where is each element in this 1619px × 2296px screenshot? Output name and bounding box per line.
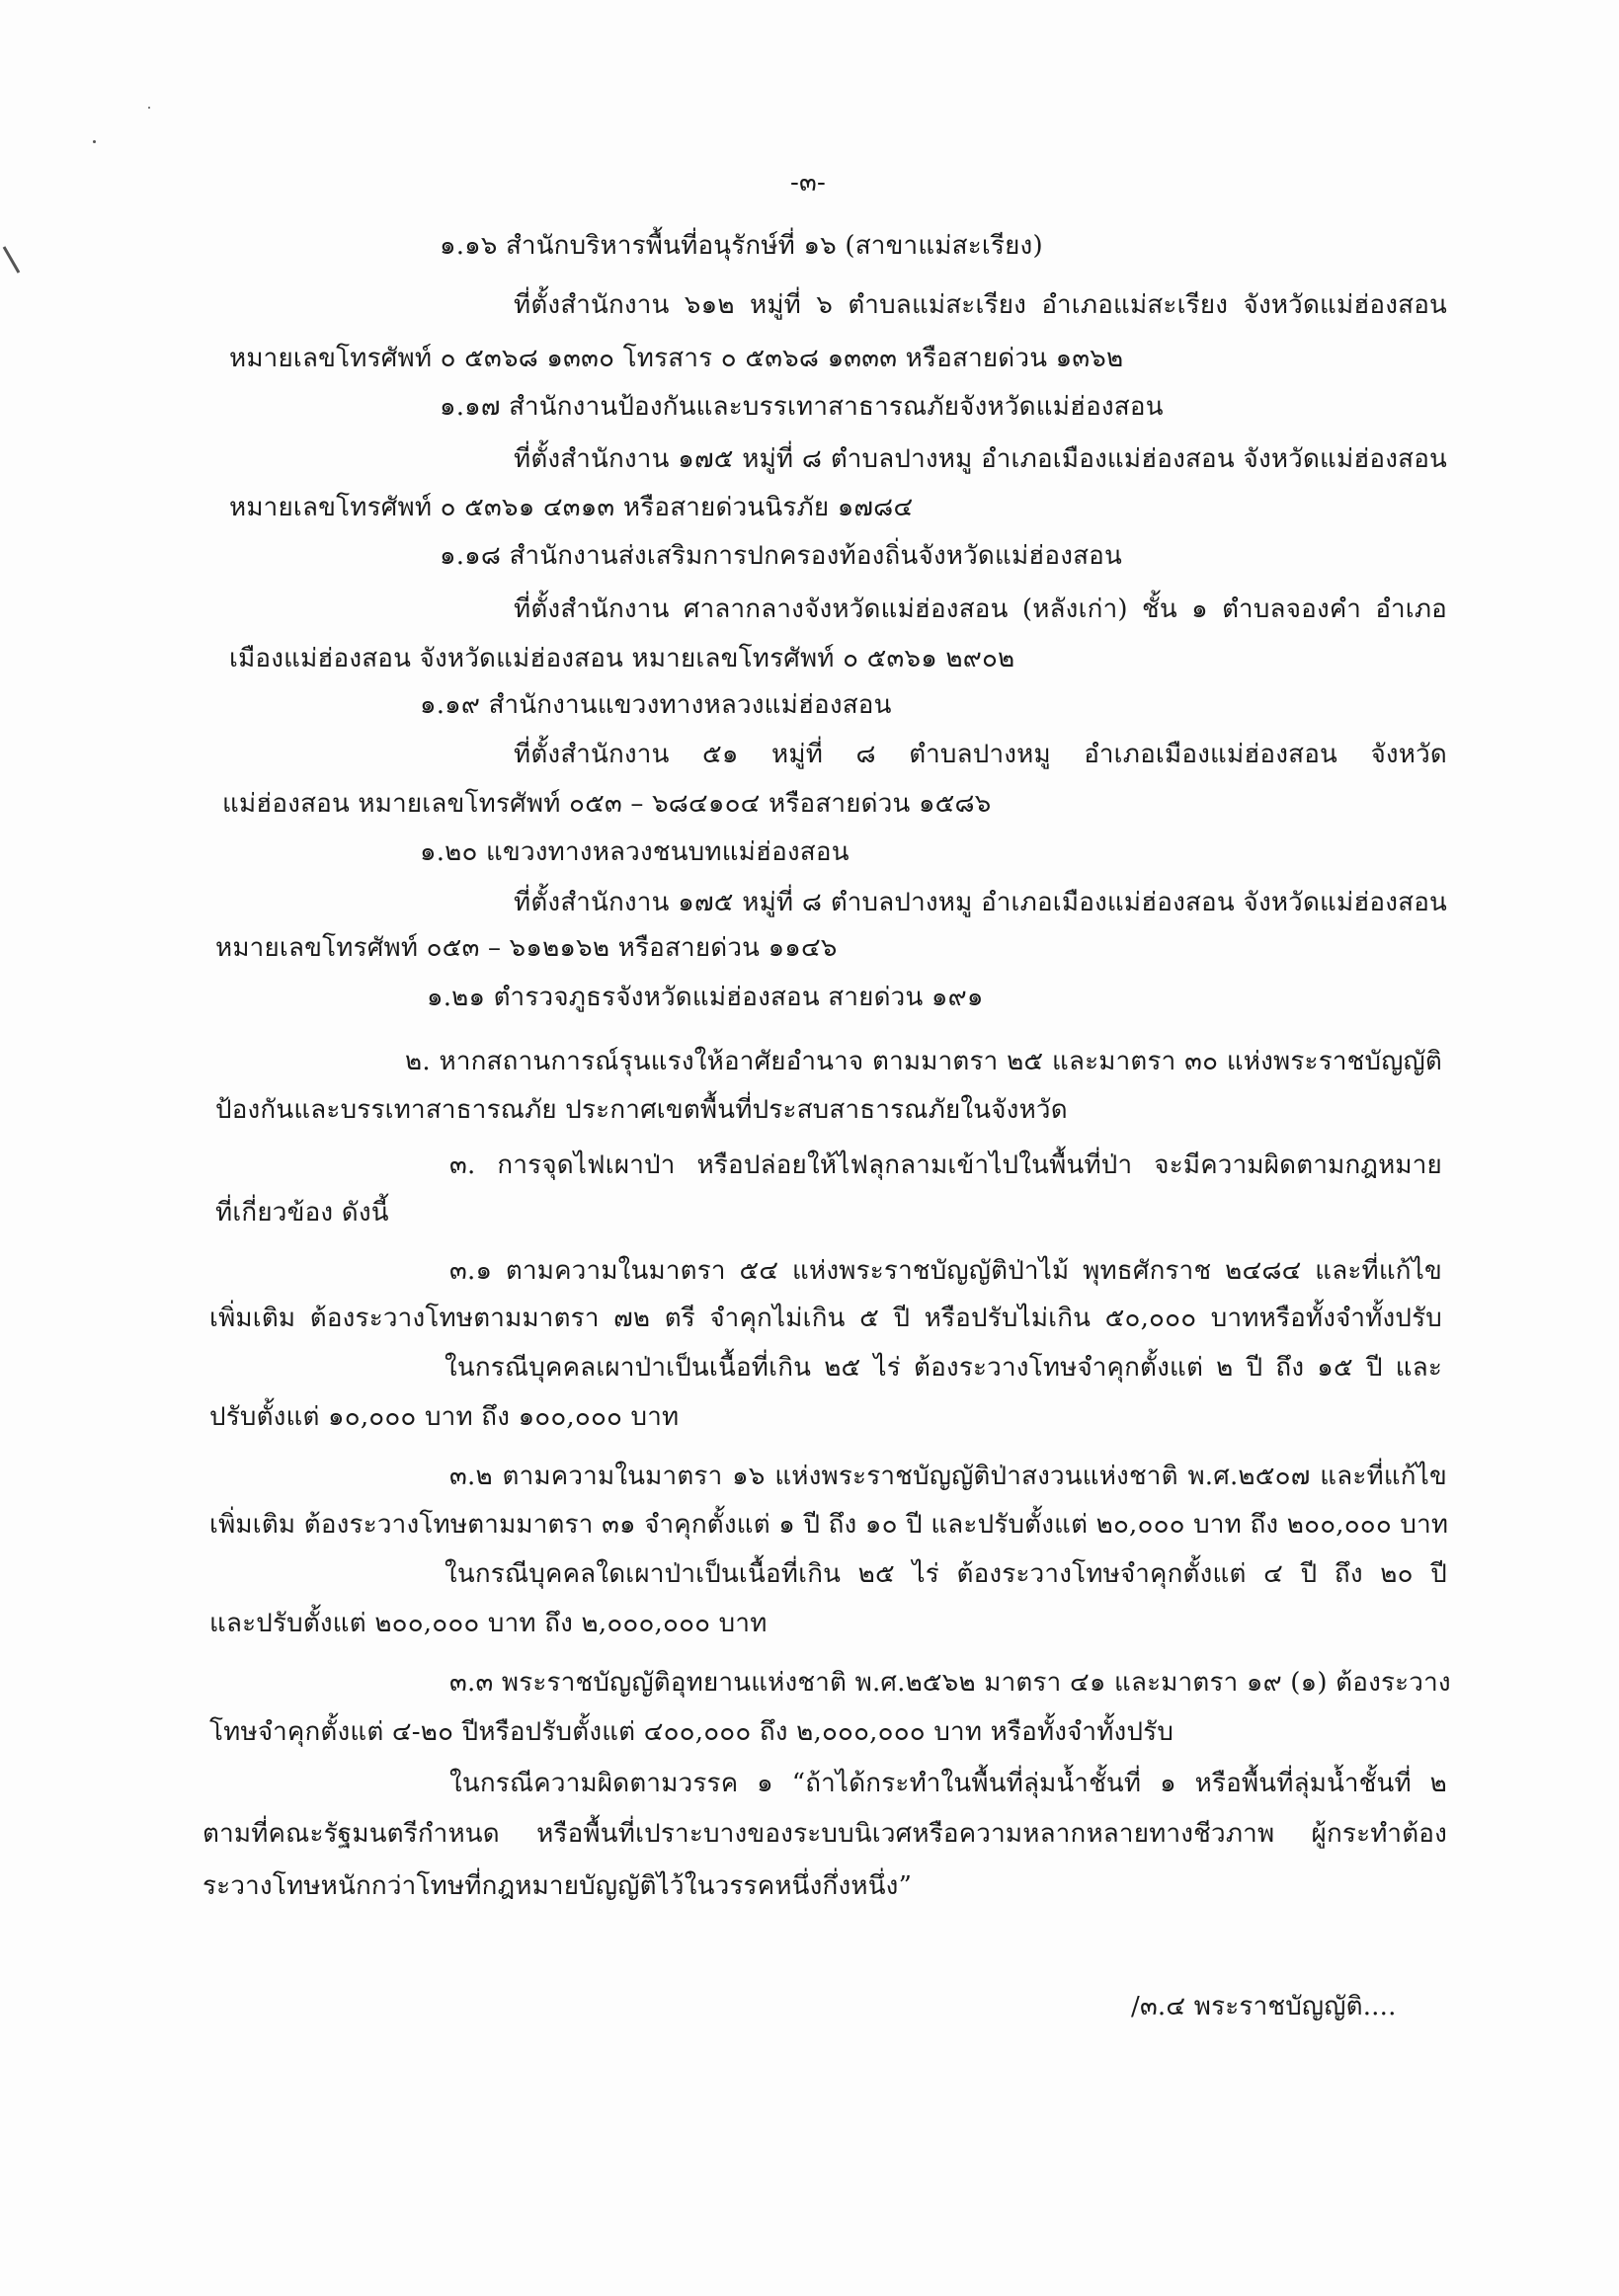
paragraph-line: โทษจำคุกตั้งแต่ ๔-๒๐ ปีหรือปรับตั้งแต่ ๔๐๐,๐๐๐ ถึง ๒,๐๐๐,๐๐๐ บาท หรือทั้งจำทั้งปรับ <box>209 1717 1174 1747</box>
paragraph-line: ระวางโทษหนักกว่าโทษที่กฎหมายบัญญัติไว้ในวรรคหนึ่งกึ่งหนึ่ง” <box>202 1871 913 1901</box>
paragraph-line: ที่ตั้งสำนักงาน ๑๗๕ หมู่ที่ ๘ ตำบลปางหมู อำเภอเมืองแม่ฮ่องสอน จังหวัดแม่ฮ่องสอน <box>514 888 1447 917</box>
paragraph-line: ที่ตั้งสำนักงาน ศาลากลางจังหวัดแม่ฮ่องสอน (หลังเก่า) ชั้น ๑ ตำบลจองคำ อำเภอ <box>514 594 1447 624</box>
page-number: -๓- <box>790 168 826 198</box>
paragraph-line: ในกรณีบุคคลใดเผาป่าเป็นเนื้อที่เกิน ๒๕ ไร่ ต้องระวางโทษจำคุกตั้งแต่ ๔ ปี ถึง ๒๐ ปี <box>445 1559 1447 1589</box>
paragraph-line: ๒. หากสถานการณ์รุนแรงให้อาศัยอำนาจ ตามมาตรา ๒๕ และมาตรา ๓๐ แห่งพระราชบัญญัติ <box>405 1047 1442 1076</box>
paragraph-line: ที่ตั้งสำนักงาน ๕๑ หมู่ที่ ๘ ตำบลปางหมู อำเภอเมืองแม่ฮ่องสอน จังหวัด <box>514 740 1447 769</box>
continuation-footer: /๓.๔ พระราชบัญญัติ.... <box>1131 1992 1397 2021</box>
paragraph-line: ปรับตั้งแต่ ๑๐,๐๐๐ บาท ถึง ๑๐๐,๐๐๐ บาท <box>209 1402 680 1432</box>
paragraph-line: หมายเลขโทรศัพท์ ๐๕๓ – ๖๑๒๑๖๒ หรือสายด่วน ๑๑๔๖ <box>215 933 838 963</box>
paragraph-line: ที่เกี่ยวข้อง ดังนี้ <box>215 1198 389 1227</box>
paragraph-line: หมายเลขโทรศัพท์ ๐ ๕๓๖๑ ๔๓๑๓ หรือสายด่วนนิรภัย ๑๗๘๔ <box>229 493 914 522</box>
paragraph-line: ในกรณีบุคคลเผาป่าเป็นเนื้อที่เกิน ๒๕ ไร่ ต้องระวางโทษจำคุกตั้งแต่ ๒ ปี ถึง ๑๕ ปี และ <box>445 1353 1442 1383</box>
paragraph-line: เพิ่มเติม ต้องระวางโทษตามมาตรา ๗๒ ตรี จำคุกไม่เกิน ๕ ปี หรือปรับไม่เกิน ๕๐,๐๐๐ บาทหรือทั้งจำทั้งปรับ <box>209 1304 1442 1333</box>
section-heading-1-16: ๑.๑๖ สำนักบริหารพื้นที่อนุรักษ์ที่ ๑๖ (สาขาแม่สะเรียง) <box>440 231 1043 261</box>
paragraph-line: หมายเลขโทรศัพท์ ๐ ๕๓๖๘ ๑๓๓๐ โทรสาร ๐ ๕๓๖๘ ๑๓๓๓ หรือสายด่วน ๑๓๖๒ <box>229 344 1124 373</box>
paragraph-line: ตามที่คณะรัฐมนตรีกำหนด หรือพื้นที่เปราะบางของระบบนิเวศหรือความหลากหลายทางชีวภาพ ผู้กระทำต้อง <box>202 1819 1447 1849</box>
paragraph-line: ๓. การจุดไฟเผาป่า หรือปล่อยให้ไฟลุกลามเข้าไปในพื้นที่ป่า จะมีความผิดตามกฎหมาย <box>449 1150 1442 1180</box>
paragraph-line: ที่ตั้งสำนักงาน ๖๑๒ หมู่ที่ ๖ ตำบลแม่สะเรียง อำเภอแม่สะเรียง จังหวัดแม่ฮ่องสอน <box>514 290 1447 320</box>
paragraph-line: แม่ฮ่องสอน หมายเลขโทรศัพท์ ๐๕๓ – ๖๘๔๑๐๔ หรือสายด่วน ๑๕๘๖ <box>222 789 992 819</box>
scan-dot <box>93 140 96 143</box>
paragraph-line: เพิ่มเติม ต้องระวางโทษตามมาตรา ๓๑ จำคุกตั้งแต่ ๑ ปี ถึง ๑๐ ปี และปรับตั้งแต่ ๒๐,๐๐๐ บาท ถึง ๒๐๐,๐๐๐ บาท <box>209 1510 1449 1540</box>
paragraph-line: และปรับตั้งแต่ ๒๐๐,๐๐๐ บาท ถึง ๒,๐๐๐,๐๐๐ บาท <box>209 1609 768 1638</box>
section-heading-1-18: ๑.๑๘ สำนักงานส่งเสริมการปกครองท้องถิ่นจังหวัดแม่ฮ่องสอน <box>440 541 1122 571</box>
section-heading-1-21: ๑.๒๑ ตำรวจภูธรจังหวัดแม่ฮ่องสอน สายด่วน ๑๙๑ <box>427 983 984 1012</box>
paragraph-line: ๓.๑ ตามความในมาตรา ๕๔ แห่งพระราชบัญญัติป่าไม้ พุทธศักราช ๒๔๘๔ และที่แก้ไข <box>449 1256 1442 1286</box>
scan-mark <box>3 246 21 273</box>
paragraph-line: เมืองแม่ฮ่องสอน จังหวัดแม่ฮ่องสอน หมายเลขโทรศัพท์ ๐ ๕๓๖๑ ๒๙๐๒ <box>229 644 1015 673</box>
section-heading-1-17: ๑.๑๗ สำนักงานป้องกันและบรรเทาสาธารณภัยจังหวัดแม่ฮ่องสอน <box>440 392 1164 422</box>
paragraph-line: ในกรณีความผิดตามวรรค ๑ “ถ้าได้กระทำในพื้นที่ลุ่มน้ำชั้นที่ ๑ หรือพื้นที่ลุ่มน้ำชั้นที่ ๒ <box>449 1769 1447 1798</box>
paragraph-line: ๓.๒ ตามความในมาตรา ๑๖ แห่งพระราชบัญญัติป่าสงวนแห่งชาติ พ.ศ.๒๕๐๗ และที่แก้ไข <box>449 1462 1447 1491</box>
paragraph-line: ที่ตั้งสำนักงาน ๑๗๕ หมู่ที่ ๘ ตำบลปางหมู อำเภอเมืองแม่ฮ่องสอน จังหวัดแม่ฮ่องสอน <box>514 444 1447 474</box>
paragraph-line: ป้องกันและบรรเทาสาธารณภัย ประกาศเขตพื้นที่ประสบสาธารณภัยในจังหวัด <box>215 1095 1068 1125</box>
paragraph-line: ๓.๓ พระราชบัญญัติอุทยานแห่งชาติ พ.ศ.๒๕๖๒ มาตรา ๔๑ และมาตรา ๑๙ (๑) ต้องระวาง <box>449 1668 1451 1698</box>
section-heading-1-20: ๑.๒๐ แขวงทางหลวงชนบทแม่ฮ่องสอน <box>420 837 850 867</box>
section-heading-1-19: ๑.๑๙ สำนักงานแขวงทางหลวงแม่ฮ่องสอน <box>420 690 892 720</box>
scan-dot <box>148 107 150 109</box>
